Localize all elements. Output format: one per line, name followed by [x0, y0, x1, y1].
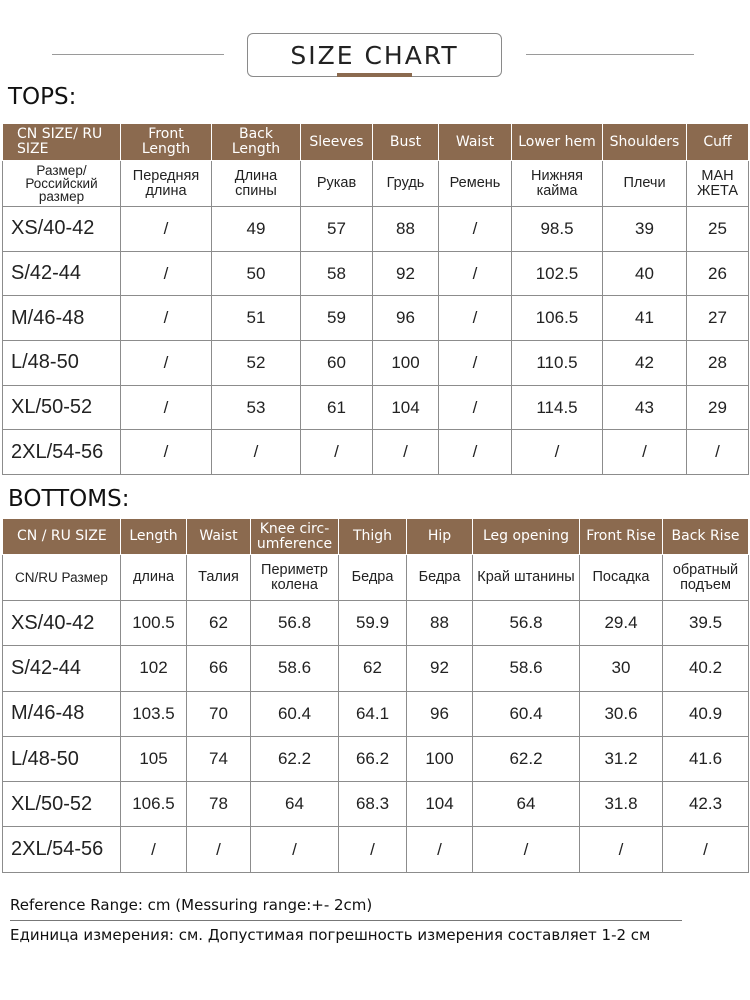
table-cell: 41.6 [663, 736, 749, 781]
table-cell: 27 [687, 296, 749, 341]
table-cell: 53 [212, 385, 301, 430]
table-cell: 42 [603, 341, 687, 386]
table-cell: / [439, 341, 512, 386]
table-cell: 106.5 [121, 782, 187, 827]
footer-divider [10, 920, 682, 921]
table-cell: / [339, 827, 407, 872]
table-cell: XS/40-42 [3, 601, 121, 646]
table-cell: Knee circ- umference [251, 519, 339, 555]
table-cell: Длина спины [212, 161, 301, 207]
table-cell: 114.5 [512, 385, 603, 430]
table-cell: Ремень [439, 161, 512, 207]
table-cell: L/48-50 [3, 341, 121, 386]
table-cell: Рукав [301, 161, 373, 207]
table-row [3, 207, 749, 252]
table-row [3, 385, 749, 430]
header-row [3, 519, 749, 555]
table-cell: 2XL/54-56 [3, 430, 121, 475]
ru-header-row [3, 555, 749, 601]
table-cell: 78 [187, 782, 251, 827]
table-cell: 62.2 [251, 736, 339, 781]
table-cell: 29 [687, 385, 749, 430]
table-cell: Shoulders [603, 124, 687, 161]
table-cell: Hip [407, 519, 473, 555]
table-cell: Размер/ Российский размер [3, 161, 121, 207]
table-cell: Cuff [687, 124, 749, 161]
table-cell: CN/RU Размер [3, 555, 121, 601]
table-row [3, 430, 749, 475]
table-cell: / [407, 827, 473, 872]
table-cell: Front Length [121, 124, 212, 161]
table-cell: / [251, 827, 339, 872]
table-cell: 57 [301, 207, 373, 252]
table-cell: Leg opening [473, 519, 580, 555]
table-cell: / [121, 296, 212, 341]
bottoms-table [2, 518, 749, 873]
reference-range-note: Reference Range: cm (Messuring range:+- 2cm) [10, 896, 373, 914]
table-cell: / [603, 430, 687, 475]
table-cell: 30.6 [580, 691, 663, 736]
title-rule-right [526, 54, 694, 55]
table-cell: 70 [187, 691, 251, 736]
table-cell: / [121, 341, 212, 386]
table-cell: / [512, 430, 603, 475]
table-cell: 56.8 [251, 601, 339, 646]
table-cell: / [121, 207, 212, 252]
table-row [3, 296, 749, 341]
table-cell: 62 [339, 646, 407, 691]
table-cell: Передняя длина [121, 161, 212, 207]
table-cell: 98.5 [512, 207, 603, 252]
table-cell: 40 [603, 251, 687, 296]
table-cell: 100 [407, 736, 473, 781]
table-cell: Край штанины [473, 555, 580, 601]
table-cell: 60 [301, 341, 373, 386]
table-cell: 49 [212, 207, 301, 252]
table-cell: / [580, 827, 663, 872]
table-cell: 31.2 [580, 736, 663, 781]
table-row [3, 827, 749, 872]
table-cell: Бедра [339, 555, 407, 601]
table-cell: 68.3 [339, 782, 407, 827]
table-cell: Back Length [212, 124, 301, 161]
table-cell: / [663, 827, 749, 872]
bottoms-title: BOTTOMS: [8, 486, 130, 512]
table-cell: 56.8 [473, 601, 580, 646]
table-cell: 88 [407, 601, 473, 646]
ru-header-row [3, 161, 749, 207]
table-cell: XS/40-42 [3, 207, 121, 252]
table-cell: 51 [212, 296, 301, 341]
table-cell: длина [121, 555, 187, 601]
table-cell: CN / RU SIZE [3, 519, 121, 555]
table-cell: 42.3 [663, 782, 749, 827]
table-cell: 43 [603, 385, 687, 430]
table-cell: / [212, 430, 301, 475]
table-cell: / [121, 430, 212, 475]
table-cell: 64 [251, 782, 339, 827]
table-cell: 62 [187, 601, 251, 646]
table-row [3, 691, 749, 736]
table-cell: 104 [373, 385, 439, 430]
table-cell: CN SIZE/ RU SIZE [3, 124, 121, 161]
table-cell: 61 [301, 385, 373, 430]
table-cell: 39 [603, 207, 687, 252]
table-cell: 62.2 [473, 736, 580, 781]
table-cell: / [473, 827, 580, 872]
table-cell: 2XL/54-56 [3, 827, 121, 872]
tolerance-note-ru: Единица измерения: см. Допустимая погрешность измерения составляет 1-2 см [10, 926, 651, 944]
table-cell: 64 [473, 782, 580, 827]
table-cell: 102.5 [512, 251, 603, 296]
table-cell: 100.5 [121, 601, 187, 646]
table-cell: 58 [301, 251, 373, 296]
table-cell: 100 [373, 341, 439, 386]
table-cell: 26 [687, 251, 749, 296]
table-cell: Back Rise [663, 519, 749, 555]
table-cell: 39.5 [663, 601, 749, 646]
tops-title: TOPS: [8, 84, 77, 110]
table-cell: 106.5 [512, 296, 603, 341]
table-cell: 74 [187, 736, 251, 781]
tops-table [2, 123, 749, 475]
table-cell: 28 [687, 341, 749, 386]
table-cell: 58.6 [473, 646, 580, 691]
table-cell: 25 [687, 207, 749, 252]
table-cell: / [301, 430, 373, 475]
table-cell: Грудь [373, 161, 439, 207]
table-cell: XL/50-52 [3, 782, 121, 827]
table-cell: Length [121, 519, 187, 555]
table-cell: M/46-48 [3, 296, 121, 341]
table-cell: / [439, 385, 512, 430]
table-cell: 40.2 [663, 646, 749, 691]
title-rule-left [52, 54, 224, 55]
table-cell: обратный подъем [663, 555, 749, 601]
table-cell: 96 [373, 296, 439, 341]
table-row [3, 251, 749, 296]
table-cell: 31.8 [580, 782, 663, 827]
table-cell: 64.1 [339, 691, 407, 736]
table-cell: 30 [580, 646, 663, 691]
table-cell: M/46-48 [3, 691, 121, 736]
header-row [3, 124, 749, 161]
table-row [3, 601, 749, 646]
table-cell: 40.9 [663, 691, 749, 736]
table-cell: Посадка [580, 555, 663, 601]
table-cell: S/42-44 [3, 251, 121, 296]
table-cell: Плечи [603, 161, 687, 207]
table-cell: Периметр колена [251, 555, 339, 601]
table-row [3, 341, 749, 386]
table-cell: 66 [187, 646, 251, 691]
table-cell: Front Rise [580, 519, 663, 555]
table-cell: 41 [603, 296, 687, 341]
title-accent [337, 73, 412, 77]
table-cell: / [373, 430, 439, 475]
table-row [3, 736, 749, 781]
table-row [3, 646, 749, 691]
table-cell: Бедра [407, 555, 473, 601]
table-cell: 29.4 [580, 601, 663, 646]
table-cell: Waist [187, 519, 251, 555]
table-cell: / [439, 251, 512, 296]
table-row [3, 782, 749, 827]
table-cell: Sleeves [301, 124, 373, 161]
table-cell: XL/50-52 [3, 385, 121, 430]
table-cell: / [121, 385, 212, 430]
table-cell: S/42-44 [3, 646, 121, 691]
table-cell: Waist [439, 124, 512, 161]
table-cell: Талия [187, 555, 251, 601]
table-cell: Нижняя кайма [512, 161, 603, 207]
table-cell: 58.6 [251, 646, 339, 691]
table-cell: 96 [407, 691, 473, 736]
table-cell: 60.4 [473, 691, 580, 736]
table-cell: Bust [373, 124, 439, 161]
table-cell: 103.5 [121, 691, 187, 736]
table-cell: Thigh [339, 519, 407, 555]
table-cell: 92 [407, 646, 473, 691]
table-cell: МАН ЖЕТА [687, 161, 749, 207]
table-cell: / [121, 827, 187, 872]
table-cell: / [439, 207, 512, 252]
table-cell: 105 [121, 736, 187, 781]
title-banner [0, 0, 750, 95]
table-cell: 88 [373, 207, 439, 252]
table-cell: / [187, 827, 251, 872]
table-cell: / [439, 430, 512, 475]
table-cell: 50 [212, 251, 301, 296]
table-cell: L/48-50 [3, 736, 121, 781]
table-cell: 66.2 [339, 736, 407, 781]
table-cell: 52 [212, 341, 301, 386]
table-cell: 60.4 [251, 691, 339, 736]
table-cell: 104 [407, 782, 473, 827]
table-cell: 59.9 [339, 601, 407, 646]
table-cell: / [687, 430, 749, 475]
table-cell: / [121, 251, 212, 296]
table-cell: 59 [301, 296, 373, 341]
table-cell: / [439, 296, 512, 341]
page-title: SIZE CHART [247, 33, 502, 77]
table-cell: Lower hem [512, 124, 603, 161]
table-cell: 110.5 [512, 341, 603, 386]
table-cell: 92 [373, 251, 439, 296]
table-cell: 102 [121, 646, 187, 691]
